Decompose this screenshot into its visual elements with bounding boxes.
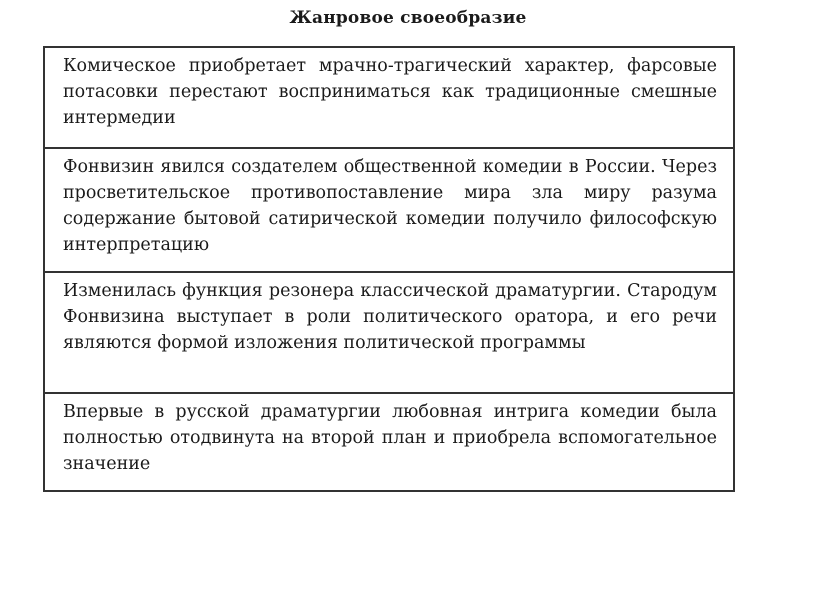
- table-row: Изменилась функция резонера классической драматургии. Стародум Фонвизина выступает в роли политического оратора, и его речи являются формой изложения политической программы: [45, 273, 733, 394]
- genre-features-table: [43, 46, 735, 492]
- table-row: Комическое приобретает мрачно-трагический характер, фарсовые потасовки перестают восприниматься как традиционные смешные интермедии: [45, 48, 733, 149]
- document-title: Жанровое своеобразие: [289, 8, 527, 28]
- table-row: Фонвизин явился создателем общественной комедии в России. Через просветительское противопоставление мира зла миру разума содержание бытовой сатирической комедии получило философскую интерпретацию: [45, 149, 733, 273]
- table-row: Впервые в русской драматургии любовная интрига комедии была полностью отодвинута на второй план и приобрела вспомогательное значение: [63, 402, 717, 474]
